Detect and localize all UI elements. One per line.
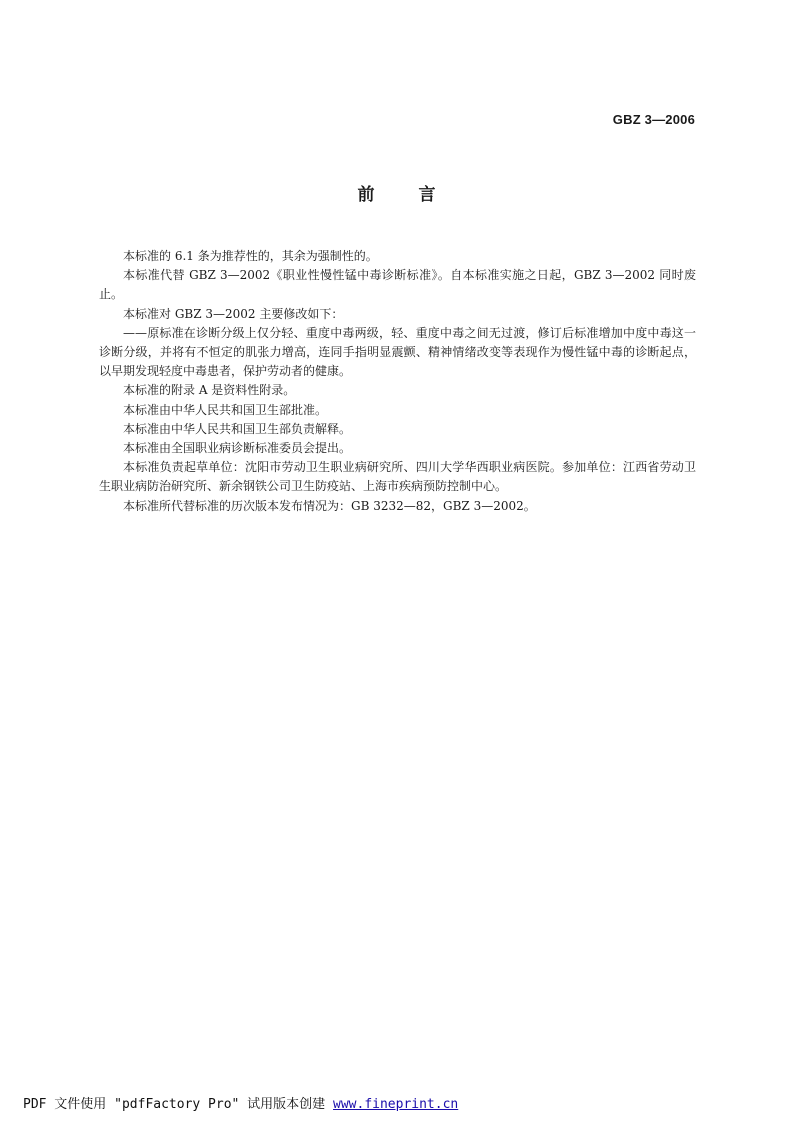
paragraph-appendix: 本标准的附录 A 是资料性附录。 bbox=[123, 383, 296, 398]
paragraph-changes-intro: 本标准对 GBZ 3—2002 主要修改如下： bbox=[123, 306, 344, 321]
fineprint-link[interactable]: www.fineprint.cn bbox=[333, 1097, 459, 1112]
paragraph-interpretation: 本标准由中华人民共和国卫生部负责解释。 bbox=[123, 421, 352, 436]
paragraph-version-history: 本标准所代替标准的历次版本发布情况为：GB 3232—82，GBZ 3—2002。 bbox=[123, 498, 536, 513]
paragraph-changes-detail: ——原标准在诊断分级上仅分轻、重度中毒两级，轻、重度中毒之间无过渡，修订后标准增加中度中毒这一诊断分级，并将有不恒定的肌张力增高，连同手指明显震颤、精神情绪改变等表现作为慢性锰中毒的诊断起点，以早期发现轻度中毒患者，保护劳动者的健康。 bbox=[99, 325, 696, 379]
paragraph-replacement: 本标准代替 GBZ 3—2002《职业性慢性锰中毒诊断标准》。自本标准实施之日起，GBZ 3—2002 同时废止。 bbox=[99, 268, 696, 302]
foreword-body bbox=[99, 247, 696, 516]
pdf-footer bbox=[23, 1093, 458, 1112]
paragraph-proposal: 本标准由全国职业病诊断标准委员会提出。 bbox=[123, 441, 352, 456]
paragraph-drafting-units: 本标准负责起草单位：沈阳市劳动卫生职业病研究所、四川大学华西职业病医院。参加单位：江西省劳动卫生职业病防治研究所、新余钢铁公司卫生防疫站、上海市疾病预防控制中心。 bbox=[99, 460, 696, 494]
paragraph-recommended-clause: 本标准的 6.1 条为推荐性的，其余为强制性的。 bbox=[123, 249, 378, 263]
paragraph-approval: 本标准由中华人民共和国卫生部批准。 bbox=[123, 402, 328, 417]
page-title: 前言 bbox=[357, 185, 480, 205]
footer-text: PDF 文件使用 "pdfFactory Pro" 试用版本创建 bbox=[23, 1097, 334, 1112]
standard-code: GBZ 3—2006 bbox=[612, 112, 695, 127]
